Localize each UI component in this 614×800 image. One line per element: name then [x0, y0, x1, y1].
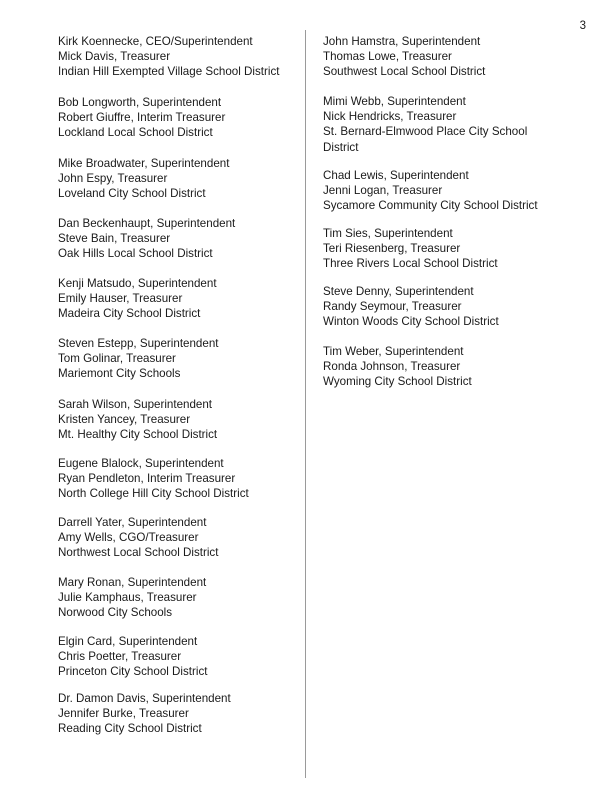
district-line: Norwood City Schools [58, 606, 173, 620]
district-entry [323, 94, 563, 168]
treasurer-line: Kristen Yancey, Treasurer [58, 413, 191, 427]
district-line: Three Rivers Local School District [323, 257, 498, 271]
district-entry [58, 397, 298, 456]
superintendent-line: Mimi Webb, Superintendent [323, 95, 466, 108]
superintendent-line: Kenji Matsudo, Superintendent [58, 277, 217, 290]
superintendent-line: Bob Longworth, Superintendent [58, 96, 222, 109]
district-entry [58, 216, 298, 276]
treasurer-line: Jenni Logan, Treasurer [323, 184, 443, 198]
treasurer-line: Thomas Lowe, Treasurer [323, 50, 452, 64]
treasurer-line: Teri Riesenberg, Treasurer [323, 242, 461, 256]
district-entry [58, 156, 298, 216]
superintendent-line: Dan Beckenhaupt, Superintendent [58, 217, 236, 230]
district-line: Loveland City School District [58, 187, 206, 201]
superintendent-line: Steven Estepp, Superintendent [58, 337, 219, 350]
district-line: Madeira City School District [58, 307, 201, 321]
superintendent-line: Steve Denny, Superintendent [323, 285, 474, 298]
superintendent-line: Mike Broadwater, Superintendent [58, 157, 230, 170]
district-line: Reading City School District [58, 722, 202, 736]
superintendent-line: Tim Sies, Superintendent [323, 227, 453, 240]
treasurer-line: Emily Hauser, Treasurer [58, 292, 183, 306]
district-entry [323, 344, 563, 390]
district-line: Wyoming City School District [323, 375, 472, 389]
column-divider [305, 30, 306, 778]
district-line: Indian Hill Exempted Village School District [58, 65, 280, 79]
district-entry [323, 34, 563, 94]
district-entry [323, 226, 563, 284]
district-line: Southwest Local School District [323, 65, 486, 79]
district-entry [58, 276, 298, 336]
district-line: Mariemont City Schools [58, 367, 181, 381]
district-line: Winton Woods City School District [323, 315, 499, 329]
treasurer-line: Julie Kamphaus, Treasurer [58, 591, 197, 605]
district-line: Northwest Local School District [58, 546, 219, 560]
district-entry [58, 456, 298, 515]
superintendent-line: John Hamstra, Superintendent [323, 35, 481, 48]
superintendent-line: Mary Ronan, Superintendent [58, 576, 207, 589]
treasurer-line: Mick Davis, Treasurer [58, 50, 171, 64]
district-line: Mt. Healthy City School District [58, 428, 218, 442]
left-column [58, 34, 298, 737]
treasurer-line: Ronda Johnson, Treasurer [323, 360, 461, 374]
district-entry [58, 515, 298, 575]
treasurer-line: Robert Giuffre, Interim Treasurer [58, 111, 226, 125]
treasurer-line: Jennifer Burke, Treasurer [58, 707, 189, 721]
district-entry [58, 34, 298, 95]
treasurer-line: Ryan Pendleton, Interim Treasurer [58, 472, 236, 486]
district-entry [58, 634, 298, 691]
district-line: Lockland Local School District [58, 126, 213, 140]
superintendent-line: Chad Lewis, Superintendent [323, 169, 469, 182]
superintendent-line: Sarah Wilson, Superintendent [58, 398, 213, 411]
superintendent-line: Elgin Card, Superintendent [58, 635, 198, 648]
district-entry [323, 284, 563, 344]
district-entry [58, 691, 298, 737]
district-entry [58, 575, 298, 634]
district-entry [58, 95, 298, 156]
district-line: St. Bernard-Elmwood Place City School District [323, 125, 528, 154]
district-line: Sycamore Community City School District [323, 199, 538, 213]
district-line: North College Hill City School District [58, 487, 249, 501]
treasurer-line: Chris Poetter, Treasurer [58, 650, 182, 664]
treasurer-line: John Espy, Treasurer [58, 172, 168, 186]
treasurer-line: Steve Bain, Treasurer [58, 232, 171, 246]
right-column [323, 34, 563, 390]
treasurer-line: Amy Wells, CGO/Treasurer [58, 531, 199, 545]
superintendent-line: Eugene Blalock, Superintendent [58, 457, 224, 470]
superintendent-line: Tim Weber, Superintendent [323, 345, 464, 358]
treasurer-line: Randy Seymour, Treasurer [323, 300, 462, 314]
treasurer-line: Tom Golinar, Treasurer [58, 352, 176, 366]
district-entry [323, 168, 563, 226]
district-line: Oak Hills Local School District [58, 247, 213, 261]
superintendent-line: Kirk Koennecke, CEO/Superintendent [58, 35, 253, 48]
treasurer-line: Nick Hendricks, Treasurer [323, 110, 457, 124]
superintendent-line: Dr. Damon Davis, Superintendent [58, 692, 231, 705]
superintendent-line: Darrell Yater, Superintendent [58, 516, 207, 529]
district-line: Princeton City School District [58, 665, 208, 679]
district-entry [58, 336, 298, 397]
page-number: 3 [579, 20, 586, 32]
